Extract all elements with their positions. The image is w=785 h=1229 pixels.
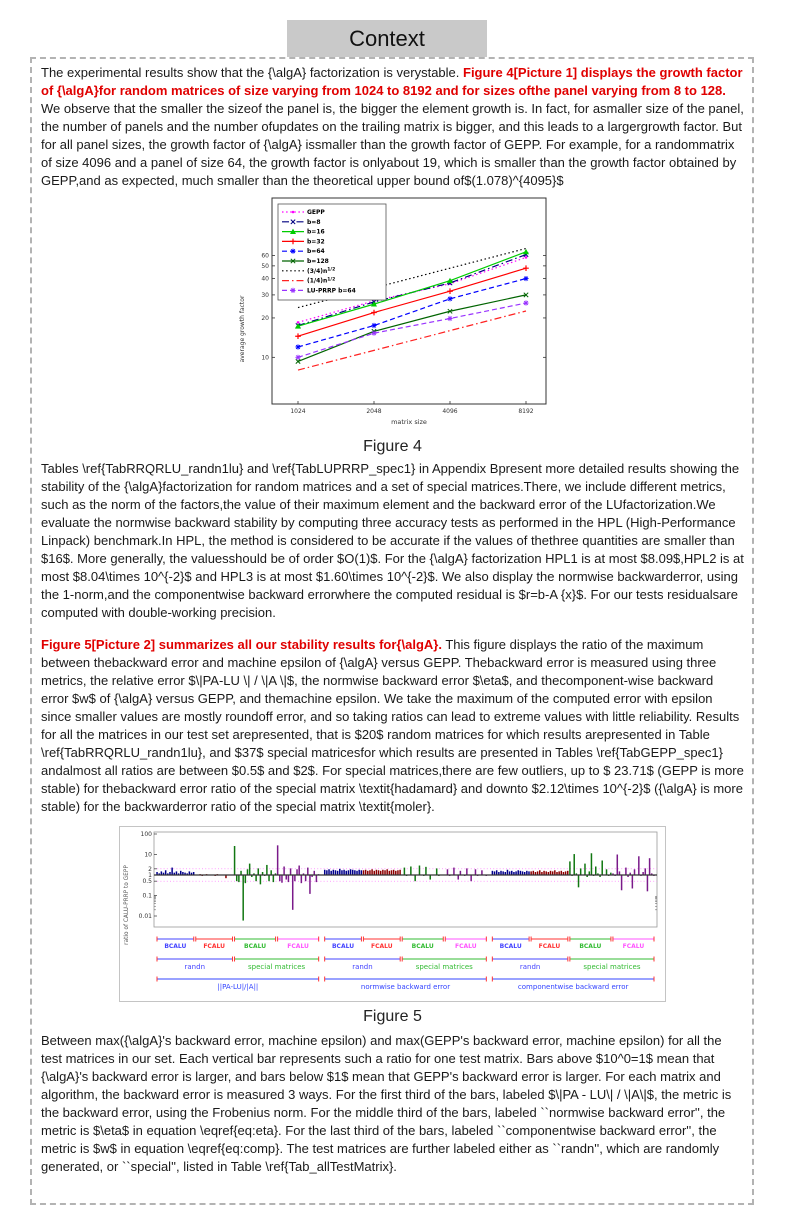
svg-text:20: 20 <box>260 314 269 322</box>
svg-text:1: 1 <box>148 872 152 879</box>
svg-text:BCALU: BCALU <box>499 943 522 950</box>
figure5-caption: Figure 5 <box>363 1008 422 1025</box>
svg-text:b=128: b=128 <box>306 258 329 265</box>
figure4-caption: Figure 4 <box>363 438 422 455</box>
svg-text:average growth factor: average growth factor <box>238 295 246 363</box>
svg-text:FCALU: FCALU <box>370 943 393 950</box>
svg-text:0.5: 0.5 <box>142 878 152 886</box>
svg-text:BCALU: BCALU <box>164 943 187 950</box>
svg-text:GEPP: GEPP <box>306 209 325 216</box>
svg-text:10: 10 <box>144 851 152 859</box>
paragraph-1: The experimental results show that the {\algA} factorization is verystable. Figure 4[Picture 1] displays the growth factor of {\algA}for random matrices of size varying from 1024 to 8192 and for sizes ofthe panel varying from 8 to 128. We observe that the smaller the sizeof the panel is, the bigger the element growth is. In fact, for asmaller size of the panel, the number of panels and the number ofupdates on the trailing matrix is bigger, and this leads to a largergrowth factor. But for all panel sizes, the growth factor of {\algA} issmaller than the growth factor of GEPP. For example, for a randommatrix of size 4096 and a panel of size 64, the growth factor is onlyabout 19, which is smaller than the growth factor obtained by GEPP,and as expected, much smaller than the theoretical upper bound of$(1.078)^{4095}$ <box>41 65 744 188</box>
svg-text:100: 100 <box>140 831 152 838</box>
svg-text:10: 10 <box>260 354 269 362</box>
svg-text:40: 40 <box>260 275 269 283</box>
svg-text:||PA-LU|/|A||: ||PA-LU|/|A|| <box>217 983 259 991</box>
svg-text:randn: randn <box>184 963 206 971</box>
svg-text:1024: 1024 <box>289 408 306 415</box>
paragraph-2: Tables \ref{TabRRQRLU_randn1lu} and \ref{TabLUPRRP_spec1} in Appendix Bpresent more detailed results showing the stability of the {\algA}factorization for random matrices and a set of special matrices.There, we include different metrics, such as the norm of the factors,the value of their maximum element and the backward error of the LUfactorization.We evaluate the normwise backward stability by computing three accuracy tests as performed in the HPL (High-Performance Linpack) benchmark.In HPL, the method is considered to be accurate if the values of thethree quantities are smaller than $16$. More generally, the valuesshould be of order $O(1)$. For the {\algA} factorization HPL1 is at most $8.09$,HPL2 is at most $8.04\times 10^{-2}$ and HPL3 is at most $1.60\times 10^{-2}$. We also display the normwise backwarderror, using the 1-norm,and the componentwise backward errorwhere the computed residual is $r=b-A {x}$. For our tests residualsare computed with double-working precision. <box>41 461 744 620</box>
content-frame <box>30 57 754 1205</box>
svg-text:FCALU: FCALU <box>538 943 561 950</box>
svg-text:FCALU: FCALU <box>454 943 477 950</box>
figure5-block <box>41 826 744 1026</box>
svg-text:0.01: 0.01 <box>138 913 152 920</box>
figure4-plot <box>41 192 744 437</box>
context-header: Context <box>287 20 487 57</box>
svg-text:8192: 8192 <box>517 408 534 415</box>
paragraph-4: Between max({\algA}'s backward error, machine epsilon) and max(GEPP's backward error, machine epsilon) for all the test matrices in our set. Each vertical bar represents such a ratio for one test matrix. Bars above $10^0=1$ mean that {\algA}'s backward error is larger, and bars below $1$ mean that GEPP's backward error is larger. For each matrix and algorithm, the backward error is measured 3 ways. For the first third of the bars, labeled $\|PA - LU\| / \|A\|$, the metric is the backward error, using the Frobenius norm. For the middle third of the bars, labeled ``normwise backward error'', the metric is $\eta$ in equation \eqref{eq:eta}. For the last third of the bars, labeled ``componentwise backward error'', the metric is $w$ in equation \eqref{eq:comp}. The test matrices are further labeled either as ``randn'', which are randomly generated, or ``special'', listed in Table \ref{Tab_allTestMatrix}. <box>41 1033 732 1174</box>
svg-text:randn: randn <box>519 963 541 971</box>
svg-text:BCALU: BCALU <box>411 943 434 950</box>
svg-text:0.1: 0.1 <box>142 892 152 900</box>
svg-text:b=32: b=32 <box>306 238 325 246</box>
svg-text:BCALU: BCALU <box>579 943 602 950</box>
svg-text:60: 60 <box>260 252 269 260</box>
svg-text:LU-PRRP b=64: LU-PRRP b=64 <box>306 287 356 295</box>
svg-text:special matrices: special matrices <box>248 963 306 971</box>
svg-text:b=64: b=64 <box>306 248 325 256</box>
svg-text:(1/4)n1/2: $(1/4)n^{1/2}$ <box>306 277 335 285</box>
figure5-plot <box>41 826 744 1007</box>
svg-text:FCALU: FCALU <box>203 943 225 950</box>
svg-text:4096: 4096 <box>441 408 458 415</box>
svg-text:BCALU: BCALU <box>244 943 267 950</box>
svg-text:componentwise backward error: componentwise backward error <box>517 983 629 991</box>
svg-text:30: 30 <box>260 291 269 299</box>
svg-text:normwise backward error: normwise backward error <box>360 983 451 991</box>
svg-text:ratio of CALU-PRRP to GEPP: ratio of CALU-PRRP to GEPP <box>124 865 130 945</box>
svg-text:special matrices: special matrices <box>583 963 641 971</box>
svg-text:special matrices: special matrices <box>415 963 473 971</box>
svg-text:50: 50 <box>260 262 269 270</box>
svg-text:BCALU: BCALU <box>331 943 355 950</box>
svg-text:b=8: b=8 <box>306 218 320 226</box>
svg-text:randn: randn <box>352 963 373 971</box>
svg-text:b=16: b=16 <box>306 228 325 236</box>
svg-text:2048: 2048 <box>365 408 382 415</box>
svg-text:(3/4)n1/2: $(3/4)n^{1/2}$ <box>306 267 335 275</box>
figure4-block <box>41 192 744 456</box>
svg-text:matrix size: matrix size <box>390 418 427 426</box>
svg-text:FCALU: FCALU <box>287 943 309 950</box>
svg-text:FCALU: FCALU <box>622 943 645 950</box>
svg-text:2: 2 <box>148 865 152 873</box>
paragraph-3: Figure 5[Picture 2] summarizes all our stability results for{\algA}. This figure displays the ratio of the maximum between thebackward error and machine epsilon of {\algA} versus GEPP. Thebackward error is measured using three metrics, the relative error $\|PA-LU \| / \|A \|$, the normwise backward error $\eta$, and thecomponent-wise backward error $w$ of {\algA} versus GEPP, and themachine epsilon. We take the maximum of the computed error with epsilon since smaller values are mostly roundoff error, and so taking ratios can lead to extreme values with little reliability. Results for all the matrices in our test set arepresented, that is $20$ random matrices for which results arepresented in Table \ref{TabRRQRLU_randn1lu}, and $37$ special matricesfor which results are presented in Tables \ref{TabGEPP_spec1} andalmost all ratios are between $0.5$ and $2$. For special matrices,there are few outliers, up to $ 23.71$ (GEPP is more stable) for thebackward error ratio of the special matrix \textit{hadamard} and downto $2.12\times 10^{-2}$ ({\algA} is more stable) for the backwarderror ratio of the special matrix \textit{moler}. <box>41 637 744 814</box>
